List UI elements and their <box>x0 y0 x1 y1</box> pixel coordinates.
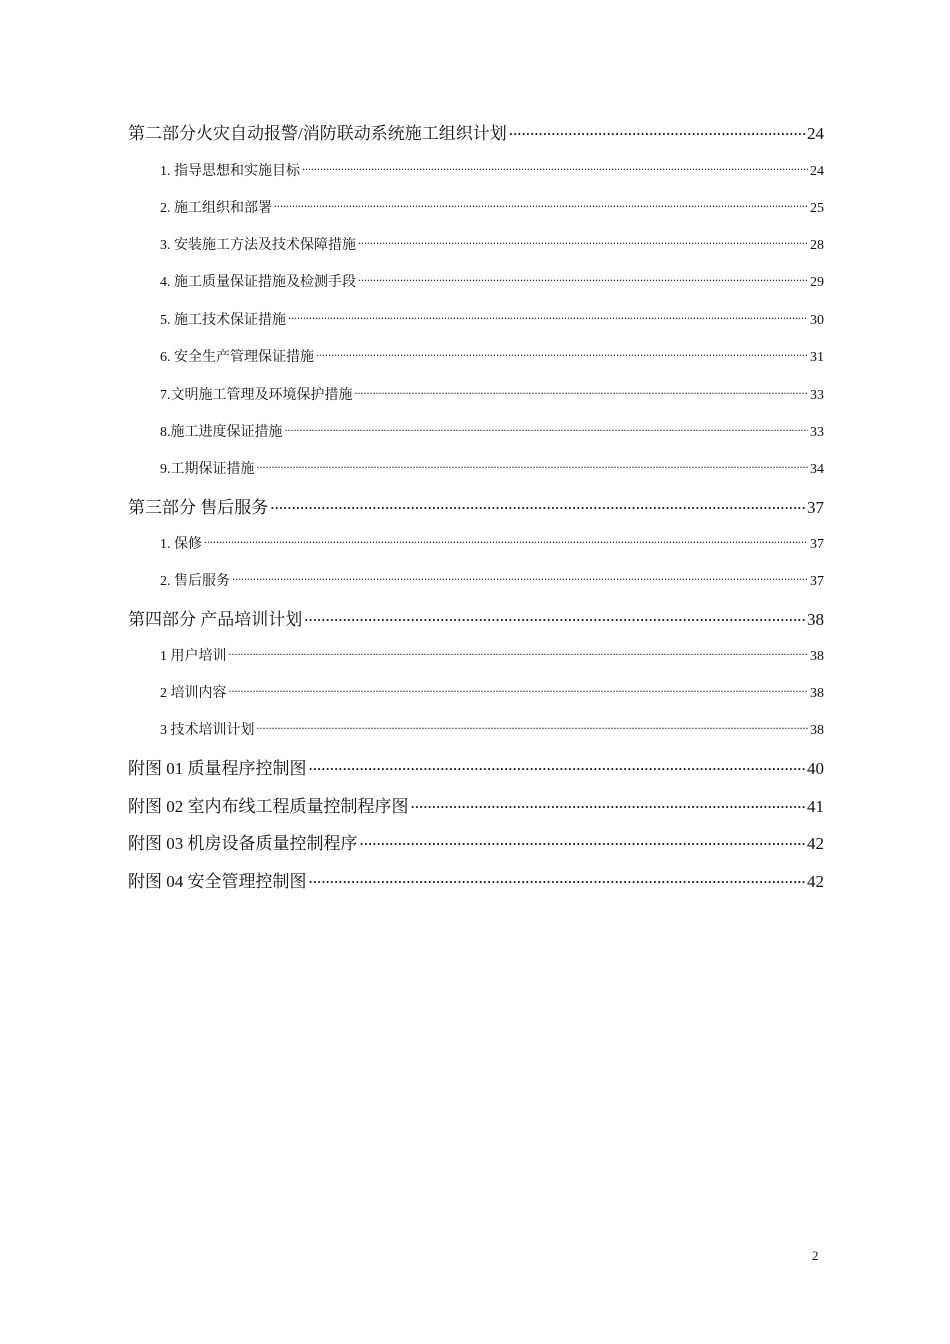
toc-entry-title: 2 培训内容 <box>160 686 227 701</box>
toc-entry-4-1[interactable] <box>160 646 824 666</box>
dot-leader <box>509 122 805 139</box>
toc-entry-title: 1. 指导思想和实施目标 <box>160 164 300 179</box>
toc-entry-title: 3. 安装施工方法及技术保障措施 <box>160 238 356 253</box>
dot-leader <box>270 496 805 513</box>
dot-leader <box>360 832 806 849</box>
dot-leader <box>285 422 809 436</box>
toc-entry-title: 1. 保修 <box>160 537 202 552</box>
toc-entry-title: 附图 02 室内布线工程质量控制程序图 <box>128 797 409 816</box>
dot-leader <box>302 161 808 175</box>
toc-entry-title: 2. 施工组织和部署 <box>160 201 272 216</box>
toc-entry-2-1[interactable] <box>160 161 824 181</box>
toc-entry-page: 38 <box>807 610 824 629</box>
toc-entry-page: 24 <box>810 164 824 179</box>
toc-entry-page: 42 <box>807 834 824 853</box>
toc-entry-appendix-03[interactable] <box>128 832 824 856</box>
toc-entry-page: 40 <box>807 759 824 778</box>
toc-entry-page: 28 <box>810 238 824 253</box>
toc-entry-title: 第三部分 售后服务 <box>128 498 269 517</box>
dot-leader <box>229 646 809 660</box>
toc-entry-page: 41 <box>807 797 824 816</box>
toc-entry-title: 附图 01 质量程序控制图 <box>128 759 307 778</box>
toc-entry-page: 24 <box>807 124 824 143</box>
toc-entry-page: 30 <box>810 313 824 328</box>
page-number: 2 <box>812 1248 819 1263</box>
toc-entry-2-2[interactable] <box>160 198 824 218</box>
toc-entry-2-4[interactable] <box>160 272 824 292</box>
toc-entry-part-3[interactable] <box>128 496 824 520</box>
toc-entry-page: 33 <box>810 388 824 403</box>
toc-entry-2-8[interactable] <box>160 422 824 442</box>
toc-entry-4-3[interactable] <box>160 720 824 740</box>
toc-entry-4-2[interactable] <box>160 683 824 703</box>
dot-leader <box>411 795 806 812</box>
toc-entry-title: 附图 04 安全管理控制图 <box>128 872 307 891</box>
toc-entry-2-6[interactable] <box>160 347 824 367</box>
toc-entry-part-2[interactable] <box>128 122 824 146</box>
toc-entry-title: 4. 施工质量保证措施及检测手段 <box>160 275 356 290</box>
toc-entry-title: 1 用户培训 <box>160 649 227 664</box>
dot-leader <box>309 757 806 774</box>
toc-entry-title: 3 技术培训计划 <box>160 723 255 738</box>
toc-entry-page: 34 <box>810 462 824 477</box>
dot-leader <box>304 608 805 625</box>
toc-entry-page: 33 <box>810 425 824 440</box>
dot-leader <box>274 198 808 212</box>
toc-entry-appendix-02[interactable] <box>128 795 824 819</box>
toc-entry-page: 42 <box>807 872 824 891</box>
toc-entry-page: 37 <box>810 574 824 589</box>
toc-entry-title: 第二部分火灾自动报警/消防联动系统施工组织计划 <box>128 124 507 143</box>
toc-entry-page: 37 <box>807 498 824 517</box>
dot-leader <box>358 272 808 286</box>
dot-leader <box>355 385 809 399</box>
toc-entry-page: 37 <box>810 537 824 552</box>
toc-entry-appendix-04[interactable] <box>128 870 824 894</box>
toc-entry-part-4[interactable] <box>128 608 824 632</box>
toc-entry-page: 25 <box>810 201 824 216</box>
dot-leader <box>257 720 809 734</box>
toc-entry-title: 7.文明施工管理及环境保护措施 <box>160 388 353 403</box>
toc-entry-title: 5. 施工技术保证措施 <box>160 313 286 328</box>
toc-entry-page: 38 <box>810 686 824 701</box>
dot-leader <box>309 870 806 887</box>
dot-leader <box>316 347 808 361</box>
toc-entry-2-9[interactable] <box>160 459 824 479</box>
toc-entry-page: 38 <box>810 723 824 738</box>
toc-entry-title: 6. 安全生产管理保证措施 <box>160 350 314 365</box>
toc-entry-page: 29 <box>810 275 824 290</box>
toc-entry-2-3[interactable] <box>160 235 824 255</box>
toc-entry-appendix-01[interactable] <box>128 757 824 781</box>
toc-entry-title: 2. 售后服务 <box>160 574 230 589</box>
toc-entry-2-7[interactable] <box>160 385 824 405</box>
dot-leader <box>229 683 809 697</box>
dot-leader <box>204 534 808 548</box>
toc-entry-page: 38 <box>810 649 824 664</box>
toc-entry-title: 第四部分 产品培训计划 <box>128 610 303 629</box>
toc-entry-title: 8.施工进度保证措施 <box>160 425 283 440</box>
dot-leader <box>358 235 808 249</box>
toc-entry-page: 31 <box>810 350 824 365</box>
toc-entry-3-1[interactable] <box>160 534 824 554</box>
dot-leader <box>257 459 809 473</box>
toc-entry-3-2[interactable] <box>160 571 824 591</box>
toc-entry-title: 附图 03 机房设备质量控制程序 <box>128 834 358 853</box>
toc-entry-title: 9.工期保证措施 <box>160 462 255 477</box>
dot-leader <box>232 571 808 585</box>
toc-entry-2-5[interactable] <box>160 310 824 330</box>
dot-leader <box>288 310 808 324</box>
